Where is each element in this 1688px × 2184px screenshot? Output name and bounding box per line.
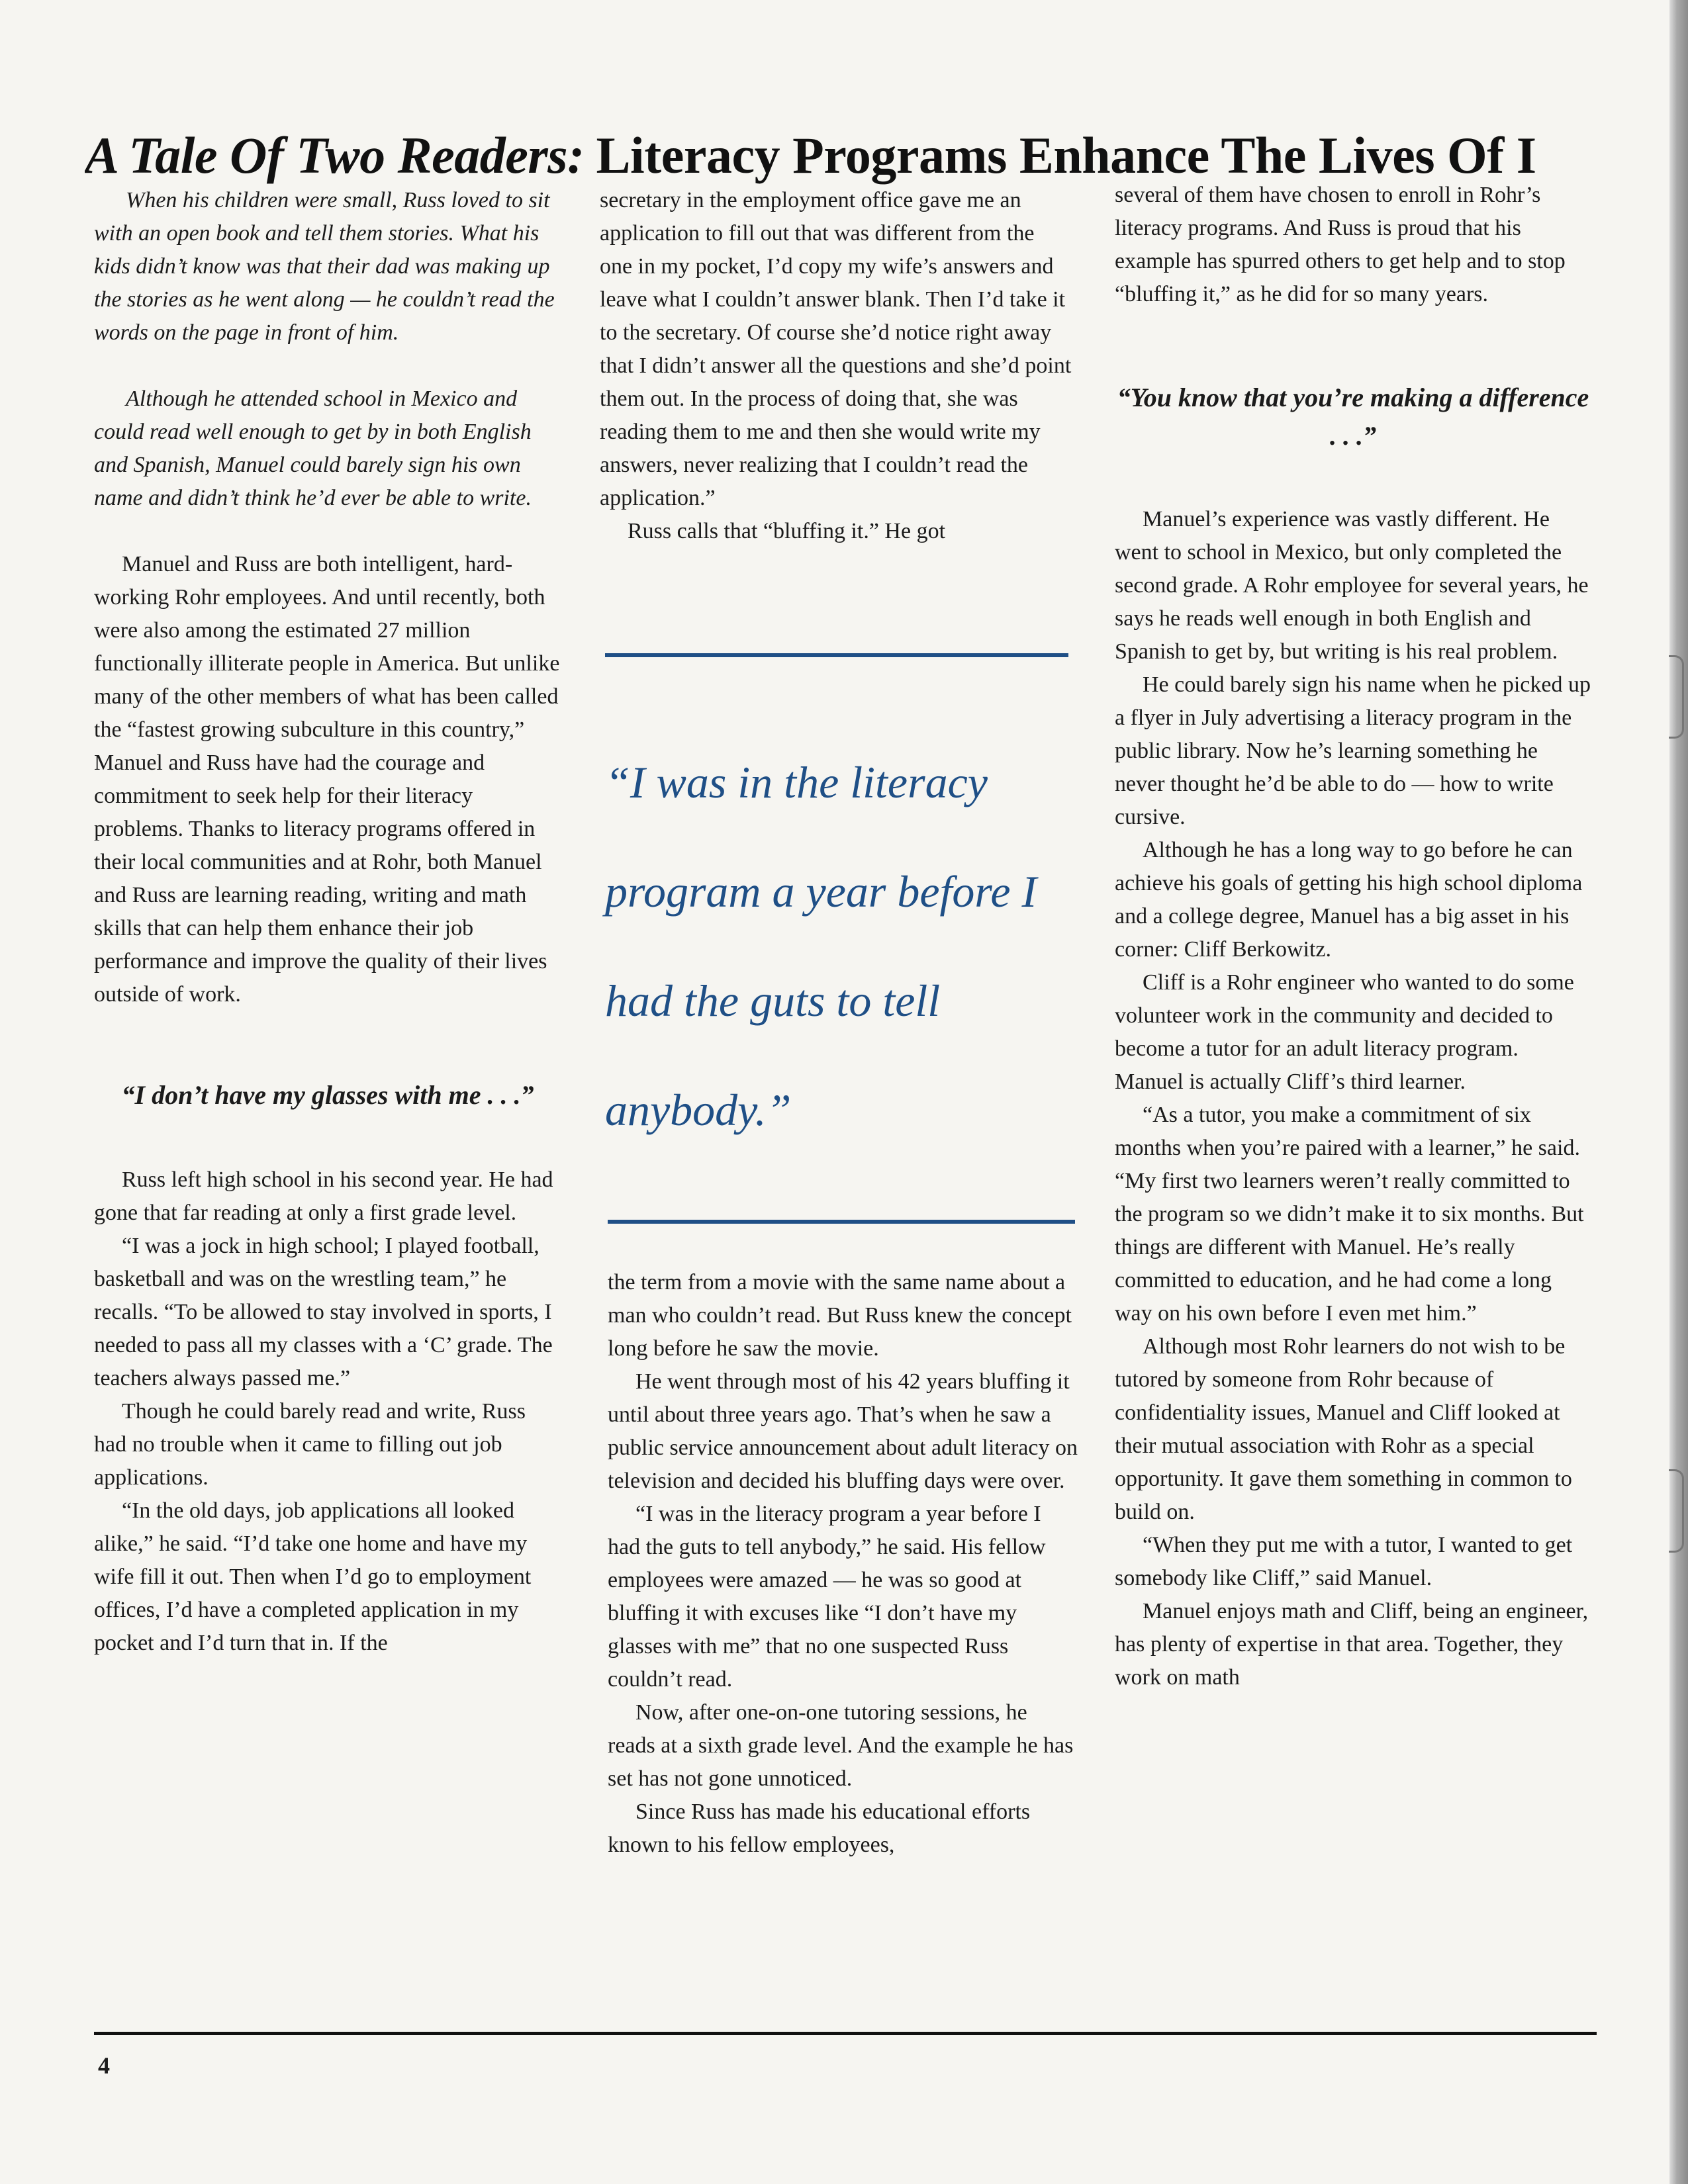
binder-ring [1669,655,1684,739]
article-headline [85,126,1673,185]
body-paragraph: Russ calls that “bluffing it.” He got [628,519,946,543]
body-paragraph: “I was a jock in high school; I played football, basketball and was on the wrestling team,” he recalls. “To be allowed to stay involved in sports, I needed to pass all my classes with a ‘C’ grade. The teachers always passed me.” [94,1234,553,1390]
body-paragraph: Manuel enjoys math and Cliff, being an engineer, has plenty of expertise in that area. Together, they work on math [1115,1599,1589,1690]
body-paragraph: Though he could barely read and write, Russ had no trouble when it came to filling out job applications. [94,1399,526,1490]
body-paragraph: He went through most of his 42 years bluffing it until about three years ago. That’s when he saw a public service announcement about adult literacy on television and decided his bluffing days were over. [608,1369,1078,1493]
body-paragraph: Manuel and Russ are both intelligent, hard-working Rohr employees. And until recently, both were also among the estimated 27 million functionally illiterate people in America. But unlike many of the other members of what has been called the “fastest growing subculture in this country,” Manuel and Russ have had the courage and commitment to seek help for their literacy problems. Thanks to literacy programs offered in their local communities and at Rohr, both Manuel and Russ are learning reading, writing and math skills that can help them enhance their job performance and improve the quality of their lives outside of work. [94,552,560,1007]
body-paragraph: Cliff is a Rohr engineer who wanted to do some volunteer work in the community and decided to become a tutor for an adult literacy program. Manuel is actually Cliff’s third learner. [1115,970,1574,1094]
page-number: 4 [98,2052,110,2079]
section-heading: “I don’t have my glasses with me . . .” [121,1080,534,1110]
headline-title: Literacy Programs Enhance The Lives Of I [596,126,1536,185]
section-heading: “You know that you’re making a difference . . .” [1117,383,1589,451]
body-paragraph: Although most Rohr learners do not wish to be tutored by someone from Rohr because of confidentiality issues, Manuel and Cliff looked at their mutual association with Rohr as a special opportunity. It gave them something in common to build on. [1115,1334,1572,1524]
body-paragraph: Although he has a long way to go before he can achieve his goals of getting his high school diploma and a college degree, Manuel has a big asset in his corner: Cliff Berkowitz. [1115,838,1583,962]
column-3 [1115,179,1591,1694]
intro-paragraph: When his children were small, Russ loved to sit with an open book and tell them stories. What his kids didn’t know was that their dad was making up the stories as he went along — he couldn’t read the words on the page in front of him. [94,188,555,345]
body-paragraph: “I was in the literacy program a year before I had the guts to tell anybody,” he said. His fellow employees were amazed — he was so good at bluffing it with excuses like “I don’t have my glasses with me” that no one suspected Russ couldn’t read. [608,1502,1046,1692]
binder-edge [1669,0,1688,2184]
pullquote-rule-bottom [608,1220,1075,1224]
headline-lead: A Tale Of Two Readers: [85,126,585,185]
body-paragraph: He could barely sign his name when he picked up a flyer in July advertising a literacy program in the public library. Now he’s learning something he never thought he’d be able to do — how to write cursive. [1115,672,1591,829]
pull-quote: “I was in the literacy program a year before I had the guts to tell anybody.” [605,757,1037,1135]
body-paragraph: Since Russ has made his educational efforts known to his fellow employees, [608,1799,1031,1857]
body-paragraph: “When they put me with a tutor, I wanted to get somebody like Cliff,” said Manuel. [1115,1533,1573,1590]
column-1 [94,184,561,1660]
body-paragraph: Russ left high school in his second year. He had gone that far reading at only a first grade level. [94,1167,553,1225]
body-paragraph: “As a tutor, you make a commitment of six months when you’re paired with a learner,” he said. “My first two learners weren’t really committed to the program so we didn’t make it to six months. But things are different with Manuel. He’s really committed to education, and he had come a long way on his own before I even met him.” [1115,1103,1584,1326]
body-paragraph: Manuel’s experience was vastly different. He went to school in Mexico, but only completed the second grade. A Rohr employee for several years, he says he reads well enough in both English and Spanish to get by, but writing is his real problem. [1115,507,1589,664]
intro-paragraph: Although he attended school in Mexico and could read well enough to get by in both English and Spanish, Manuel could barely sign his own name and didn’t think he’d ever be able to write. [94,387,532,510]
body-paragraph: several of them have chosen to enroll in Rohr’s literacy programs. And Russ is proud that his example has spurred others to get help and to stop “bluffing it,” as he did for so many years. [1115,183,1566,306]
column-2-top [600,184,1072,548]
footer-rule [94,2032,1597,2035]
binder-ring [1669,1469,1684,1553]
body-paragraph: Now, after one-on-one tutoring sessions, he reads at a sixth grade level. And the example he has set has not gone unnoticed. [608,1700,1074,1791]
body-paragraph: secretary in the employment office gave me an application to fill out that was different from the one in my pocket, I’d copy my wife’s answers and leave what I couldn’t answer blank. Then I’d take it to the secretary. Of course she’d notice right away that I didn’t answer all the questions and she’d point them out. In the process of doing that, she was reading them to me and then she would write my answers, never realizing that I couldn’t read the application.” [600,188,1072,510]
body-paragraph: “In the old days, job applications all looked alike,” he said. “I’d take one home and have my wife fill it out. Then when I’d go to employment offices, I’d have a completed application in my pocket and I’d turn that in. If the [94,1498,532,1655]
body-paragraph: the term from a movie with the same name about a man who couldn’t read. But Russ knew the concept long before he saw the movie. [608,1270,1072,1361]
column-2-bottom [608,1266,1078,1862]
pullquote-rule-top [605,653,1068,657]
intro [94,184,561,515]
